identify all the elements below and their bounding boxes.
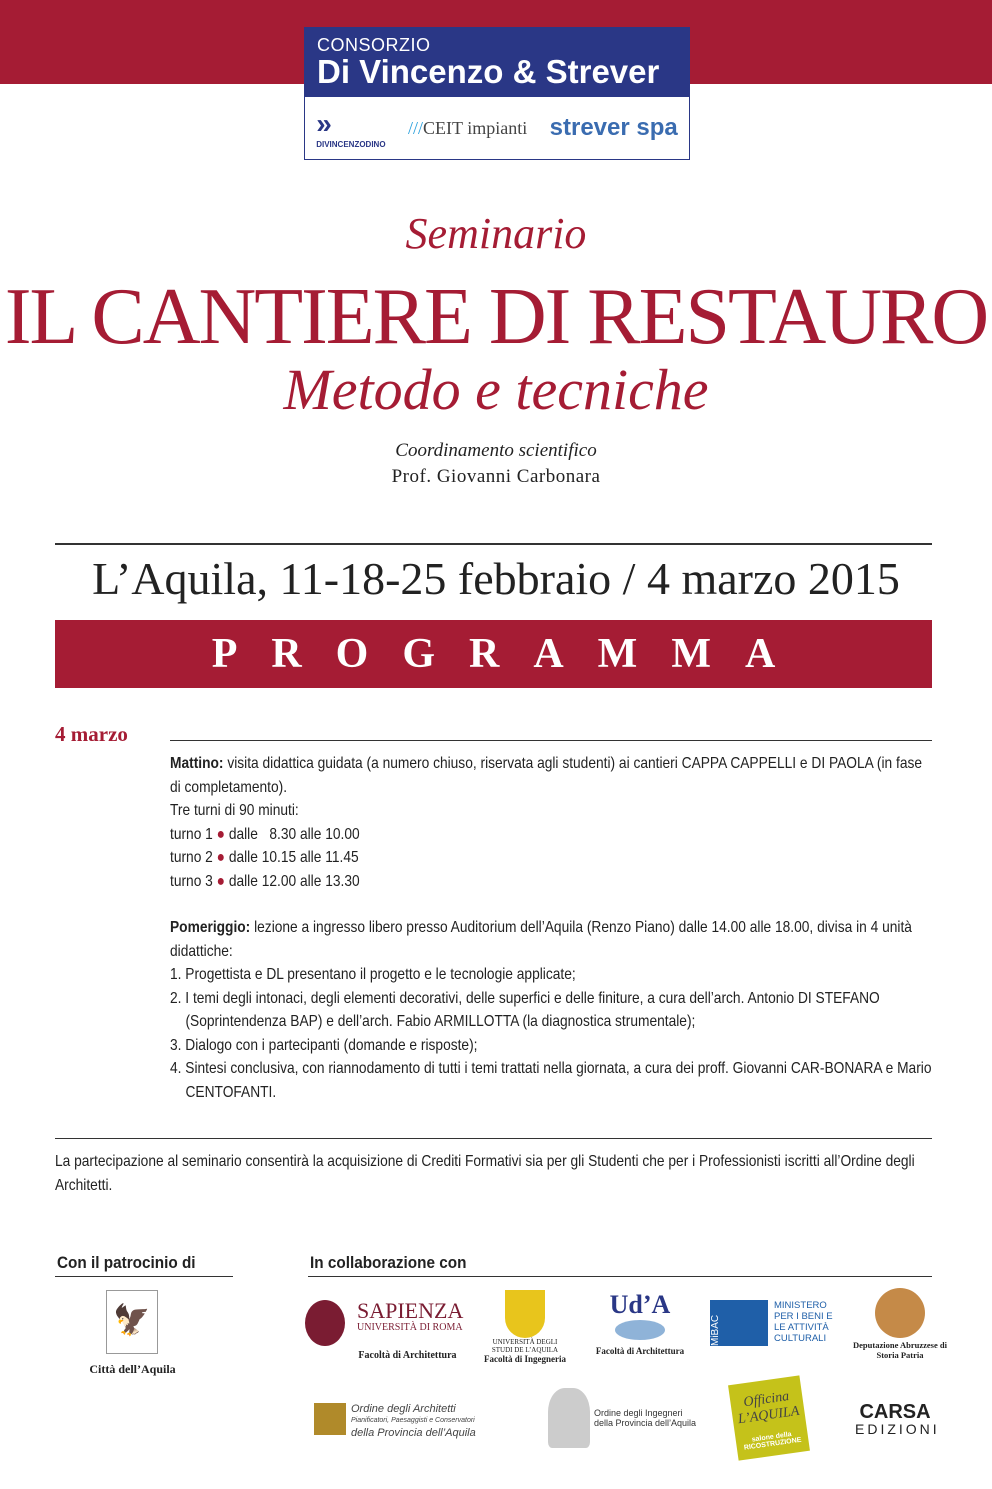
city-crest-icon: 🦅	[106, 1290, 158, 1354]
officina-logo: Officina L’AQUILA salone della RICOSTRUZIONE	[728, 1375, 810, 1460]
consortium-logo	[304, 27, 690, 160]
turno-item: turno 1 ● dalle 8.30 alle 10.00	[170, 825, 360, 843]
divider	[170, 740, 932, 741]
ceit-logo: ///CEIT impianti	[408, 117, 528, 138]
seminar-subtitle: Metodo e tecniche	[283, 357, 709, 422]
sapienza-logo: SAPIENZA UNIVERSITÀ DI ROMA Facoltà di Architettura	[305, 1300, 470, 1361]
unit-item: 4. Sintesi conclusiva, con riannodamento di tutti i temi trattati nella giornata, a cura dei proff. Giovanni CAR-BONARA e Mario CENTOFANTI.	[170, 1060, 932, 1101]
divincenzo-logo: » DIVINCENZODINO	[316, 107, 386, 149]
divider	[55, 1138, 932, 1139]
strever-logo: strever spa	[549, 114, 678, 141]
logo-consorzio: CONSORZIO	[317, 35, 431, 55]
coordinator-name: Prof. Giovanni Carbonara	[391, 466, 601, 487]
credits-note: La partecipazione al seminario consentirà la acquisizione di Crediti Formativi sia per gli Studenti che per i Professionisti iscritti all’Ordine degli Architetti.	[55, 1153, 915, 1194]
coordination-label: Coordinamento scientifico	[395, 440, 597, 461]
turno-item: turno 3 ● dalle 12.00 alle 13.30	[170, 872, 360, 890]
deputazione-logo: Deputazione Abruzzese di Storia Patria	[850, 1288, 950, 1360]
mibac-logo: MiBAC MINISTERO PER I BENI E LE ATTIVITÀ CULTURALI	[710, 1300, 833, 1346]
divider	[55, 543, 932, 545]
unit-item: 2. I temi degli intonaci, degli elementi decorativi, delle superfici e delle finiture, a cura dell’arch. Antonio DI STEFANO (Soprintendenza BAP) e dell’arch. Fabio ARMILLOTTA (la diagnostica strumentale);	[170, 989, 880, 1030]
patronage-label: Con il patrocinio di	[57, 1253, 196, 1272]
ordine-ingegneri-logo: Ordine degli Ingegneri della Provincia dell’Aquila	[548, 1388, 718, 1448]
unit-item: 3. Dialogo con i partecipanti (domande e risposte);	[170, 1036, 478, 1054]
divider	[55, 1276, 233, 1277]
turni-intro: Tre turni di 90 minuti:	[170, 802, 299, 819]
unit-item: 1. Progettista e DL presentano il progetto e le tecnologie applicate;	[170, 966, 576, 983]
turno-item: turno 2 ● dalle 10.15 alle 11.45	[170, 849, 359, 866]
event-dates: L’Aquila, 11-18-25 febbraio / 4 marzo 2015	[92, 553, 900, 604]
mattino-paragraph: Mattino: visita didattica guidata (a numero chiuso, riservata agli studenti) ai cantieri CAPPA CAPPELLI e DI PAOLA (in fase di completamento).	[170, 755, 923, 796]
uda-logo: Ud’A Facoltà di Architettura	[595, 1290, 685, 1356]
seminar-title: IL CANTIERE DI RESTAURO	[4, 273, 988, 361]
pomeriggio-paragraph: Pomeriggio: lezione a ingresso libero presso Auditorium dell’Aquila (Renzo Piano) dalle 14.00 alle 18.00, divisa in 4 unità didattiche:	[170, 919, 912, 960]
carsa-logo: CARSA EDIZIONI	[855, 1401, 940, 1437]
programme-body	[170, 752, 935, 1104]
ordine-architetti-logo: Ordine degli Architetti Pianificatori, Paesaggisti e Conservatori della Provincia dell’Aquila	[314, 1403, 504, 1439]
city-label: Città dell’Aquila	[89, 1362, 176, 1376]
day-label: 4 marzo	[55, 722, 128, 746]
collaboration-label: In collaborazione con	[310, 1253, 467, 1272]
univaq-logo: UNIVERSITÀ DEGLI STUDI DE L’AQUILA Facoltà di Ingegneria	[482, 1290, 568, 1364]
logo-name: Di Vincenzo & Strever	[317, 53, 660, 90]
seminar-label: Seminario	[405, 209, 587, 258]
programma-banner: PROGRAMMA	[55, 620, 932, 688]
divider	[308, 1276, 932, 1277]
